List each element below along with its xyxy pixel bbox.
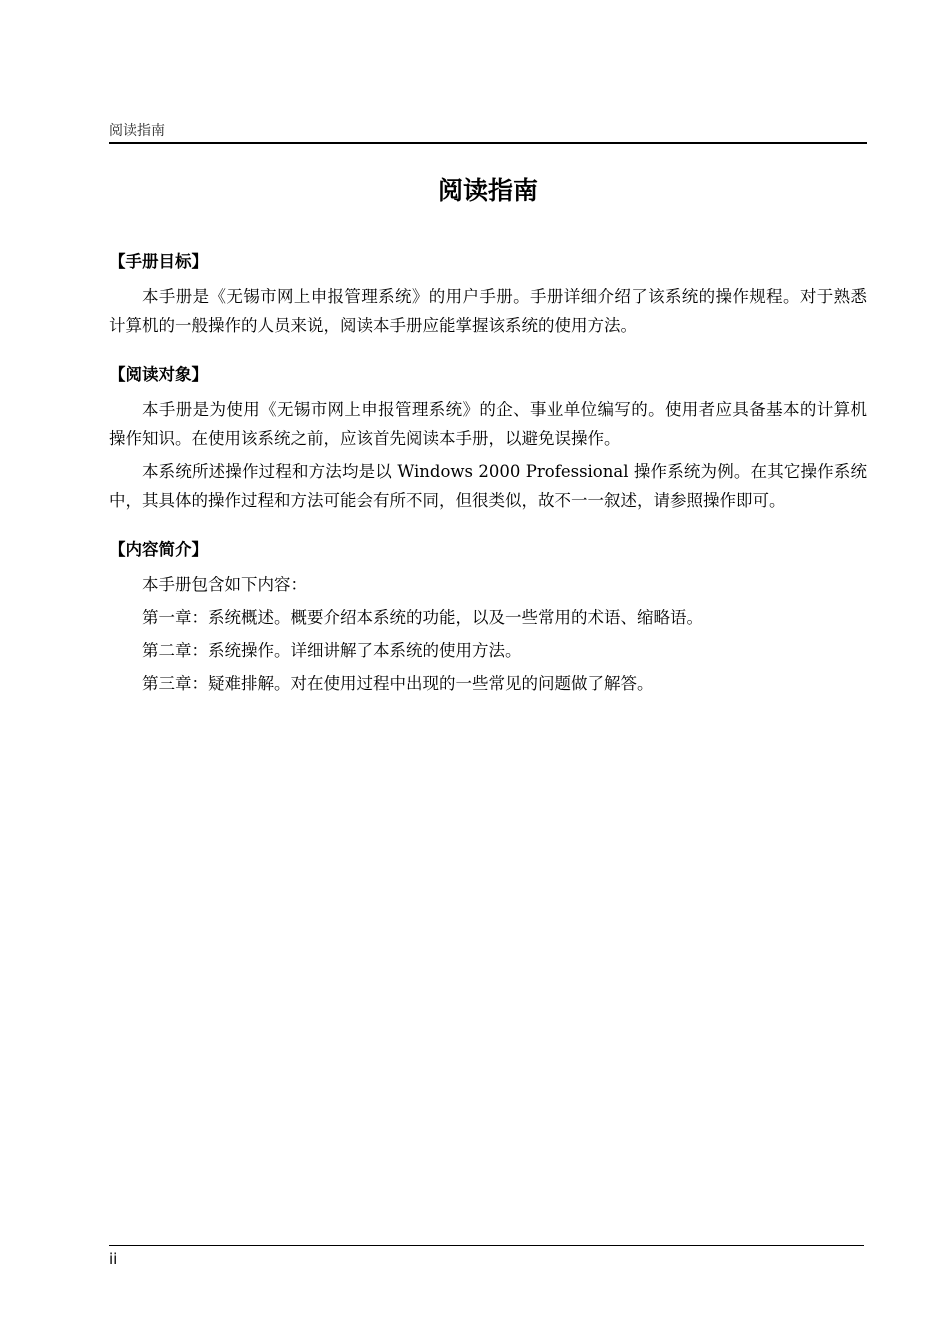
running-header: 阅读指南: [109, 123, 165, 139]
page-number: ii: [109, 1250, 118, 1268]
footer-rule: [109, 1245, 864, 1246]
paragraph: 本手册是为使用《无锡市网上申报管理系统》的企、事业单位编写的。使用者应具备基本的计算机操作知识。在使用该系统之前，应该首先阅读本手册，以避免误操作。: [109, 400, 867, 448]
chapter-summary: 第一章：系统概述。概要介绍本系统的功能，以及一些常用的术语、缩略语。: [142, 608, 703, 627]
page-title: 阅读指南: [437, 176, 538, 205]
section-manual-goal: [109, 250, 867, 340]
document-body: [109, 250, 867, 721]
section-heading: 【手册目标】: [109, 252, 208, 271]
chapter-summary: 第三章：疑难排解。对在使用过程中出现的一些常见的问题做了解答。: [142, 674, 654, 693]
section-audience: [109, 363, 867, 515]
paragraph: 本手册是《无锡市网上申报管理系统》的用户手册。手册详细介绍了该系统的操作规程。对于熟悉计算机的一般操作的人员来说，阅读本手册应能掌握该系统的使用方法。: [109, 287, 867, 335]
section-contents: [109, 538, 867, 698]
paragraph: 本系统所述操作过程和方法均是以 Windows 2000 Professional 操作系统为例。在其它操作系统中，其具体的操作过程和方法可能会有所不同，但很类似，故不一一叙述，请参照操作即可。: [109, 462, 867, 510]
section-heading: 【内容简介】: [109, 540, 208, 559]
paragraph: 本手册包含如下内容：: [142, 575, 307, 594]
header-rule: [109, 142, 867, 144]
section-heading: 【阅读对象】: [109, 365, 208, 384]
chapter-summary: 第二章：系统操作。详细讲解了本系统的使用方法。: [142, 641, 522, 660]
